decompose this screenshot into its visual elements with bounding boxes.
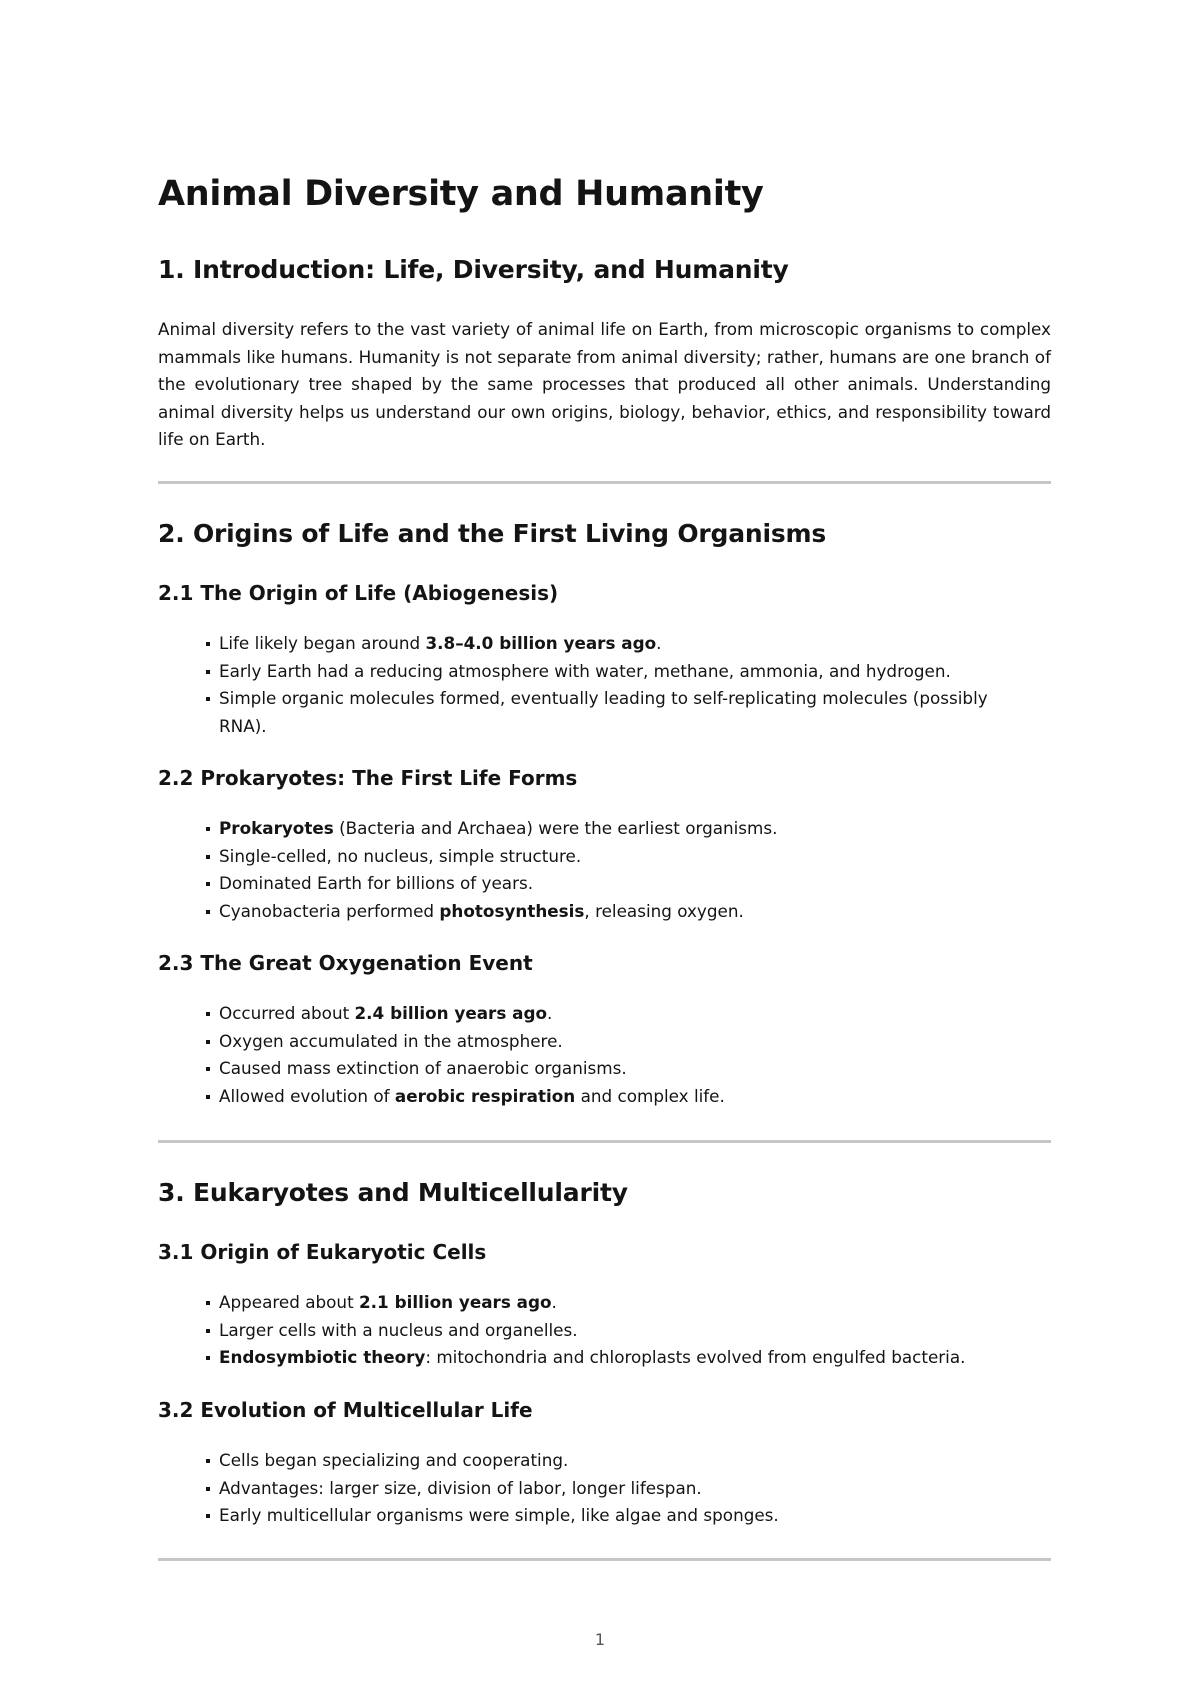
section-divider: [158, 1140, 1051, 1143]
list-item: Caused mass extinction of anaerobic organisms.: [206, 1055, 1006, 1083]
list-item: Early Earth had a reducing atmosphere with water, methane, ammonia, and hydrogen.: [206, 658, 1006, 686]
list-item: Endosymbiotic theory: mitochondria and chloroplasts evolved from engulfed bacteria.: [206, 1344, 1006, 1372]
list-item: Simple organic molecules formed, eventually leading to self-replicating molecules (possibly RNA).: [206, 685, 1006, 740]
intro-paragraph: Animal diversity refers to the vast variety of animal life on Earth, from microscopic organisms to complex mammals like humans. Humanity is not separate from animal diversity; rather, humans are one branch of the evolutionary tree shaped by the same processes that produced all other animals. Understanding animal diversity helps us understand our own origins, biology, behavior, ethics, and responsibility toward life on Earth.: [158, 319, 1051, 449]
list-item: Occurred about 2.4 billion years ago.: [206, 1000, 1006, 1028]
bullet-list-3-1: [206, 1289, 1006, 1372]
subsection-3-2-heading: 3.2 Evolution of Multicellular Life: [158, 1398, 533, 1422]
section-divider: [158, 1558, 1051, 1561]
list-item: Appeared about 2.1 billion years ago.: [206, 1289, 1006, 1317]
list-item: Advantages: larger size, division of labor, longer lifespan.: [206, 1475, 1006, 1503]
list-item: Allowed evolution of aerobic respiration and complex life.: [206, 1083, 1006, 1111]
subsection-2-3-heading: 2.3 The Great Oxygenation Event: [158, 951, 533, 975]
list-item: Single-celled, no nucleus, simple structure.: [206, 843, 1006, 871]
bullet-list-2-3: [206, 1000, 1006, 1110]
subsection-3-1-heading: 3.1 Origin of Eukaryotic Cells: [158, 1240, 487, 1264]
page-number: 1: [594, 1630, 606, 1649]
bullet-list-2-2: [206, 815, 1006, 925]
section-2-heading: 2. Origins of Life and the First Living Organisms: [158, 519, 827, 548]
section-1-heading: 1. Introduction: Life, Diversity, and Humanity: [158, 255, 789, 284]
list-item: Cells began specializing and cooperating.: [206, 1447, 1006, 1475]
document-title: Animal Diversity and Humanity: [158, 174, 764, 214]
section-3-heading: 3. Eukaryotes and Multicellularity: [158, 1178, 628, 1207]
bullet-list-2-1: [206, 630, 1006, 740]
bullet-list-3-2: [206, 1447, 1006, 1530]
list-item: Larger cells with a nucleus and organelles.: [206, 1317, 1006, 1345]
list-item: Cyanobacteria performed photosynthesis, releasing oxygen.: [206, 898, 1006, 926]
subsection-2-1-heading: 2.1 The Origin of Life (Abiogenesis): [158, 581, 559, 605]
list-item: Dominated Earth for billions of years.: [206, 870, 1006, 898]
list-item: Early multicellular organisms were simple, like algae and sponges.: [206, 1502, 1006, 1530]
subsection-2-2-heading: 2.2 Prokaryotes: The First Life Forms: [158, 766, 578, 790]
section-divider: [158, 481, 1051, 484]
list-item: Oxygen accumulated in the atmosphere.: [206, 1028, 1006, 1056]
list-item: Prokaryotes (Bacteria and Archaea) were the earliest organisms.: [206, 815, 1006, 843]
list-item: Life likely began around 3.8–4.0 billion years ago.: [206, 630, 1006, 658]
